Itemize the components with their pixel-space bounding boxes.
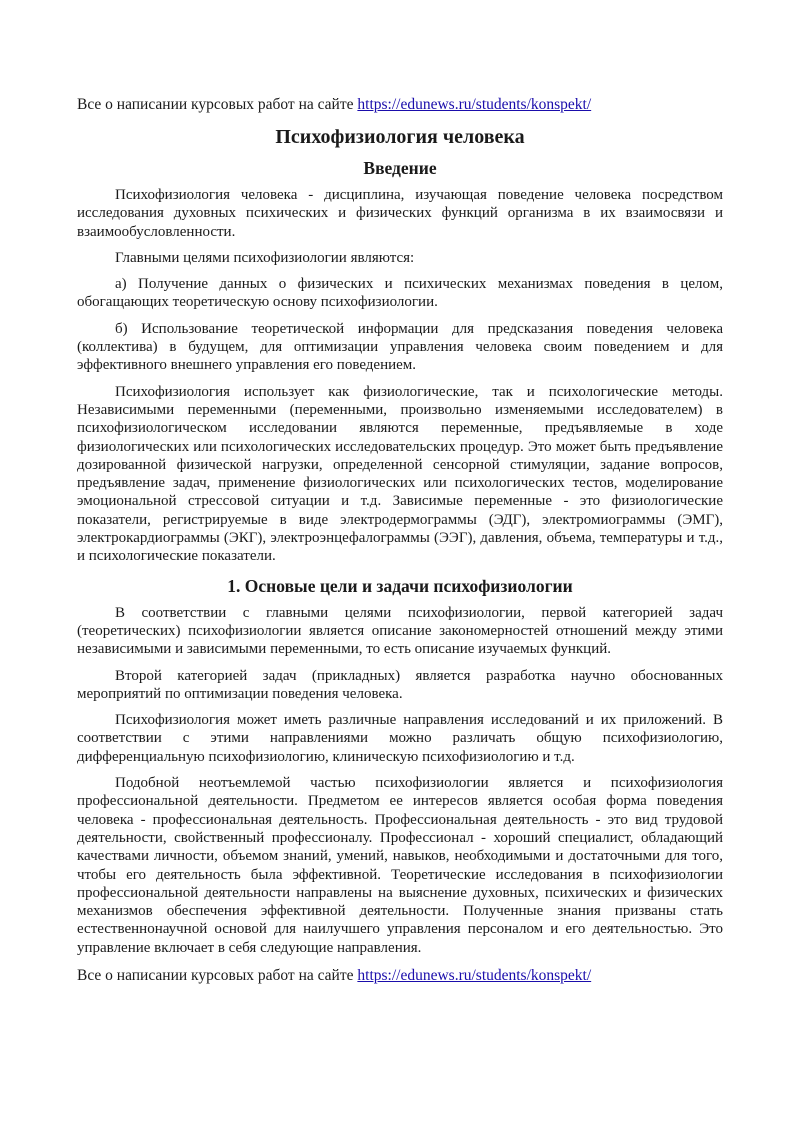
section-1-paragraph-4: Подобной неотъемлемой частью психофизиологии является и психофизиология профессиональной деятельности. Предметом ее интересов является особая форма поведения человека - профессиональная деятельность. Профессиональная деятельность - это вид трудовой деятельности, свойственный профессионалу. Профессионал - хороший специалист, обладающий качествами личности, объемом знаний, умений, навыков, необходимыми и достаточными для того, чтобы его деятельность была эффективной. Теоретические исследования в психофизиологии профессиональной деятельности направлены на выяснение духовных, психических и физических механизмов обеспечения эффективной деятельности. Полученные знания призваны стать естественнонаучной основой для наилучшего управления персоналом и его деятельностью. Это управление включает в себя следующие направления.	[77, 775, 723, 956]
intro-paragraph-1: Психофизиология человека - дисциплина, изучающая поведение человека посредством исследования духовных психических и физических функций организма в их взаимосвязи и взаимообусловленности.	[77, 187, 723, 240]
footer-promo-text: Все о написании курсовых работ на сайте	[77, 966, 358, 984]
section-1-paragraph-1: В соответствии с главными целями психофизиологии, первой категорией задач (теоретических) психофизиологии является описание закономерностей отношений между этими независимыми и зависимыми переменными, то есть описание изучаемых функций.	[77, 604, 723, 658]
document-page	[77, 94, 723, 987]
intro-heading: Введение	[363, 158, 437, 178]
section-1-heading: 1. Основые цели и задачи психофизиологии	[227, 575, 573, 596]
header-promo-text: Все о написании курсовых работ на сайте	[77, 96, 358, 113]
intro-paragraph-4: б) Использование теоретической информации для предсказания поведения человека (коллектива) в будущем, для оптимизации управления человека своим поведением и для эффективного внешнего управления его поведением.	[77, 320, 723, 374]
header-promo-line	[77, 94, 723, 116]
intro-paragraph-5: Психофизиология использует как физиологические, так и психологические методы. Независимыми переменными (переменными, произвольно изменяемыми исследователем) в психофизиологическом исследовании являются переменные, предъявляемые в ходе физиологических или психологических исследовательских процедур. Это может быть предъявление дозированной физической нагрузки, определенной сенсорной стимуляции, задание вопросов, предъявление задач, применение физиологических или психологических тестов, моделирование эмоциональной стрессовой ситуации и т.д. Зависимые переменные - это физиологические показатели, регистрируемые в виде электродермограммы (ЭДГ), электромиограммы (ЭМГ), электрокардиограммы (ЭКГ), электроэнцефалограммы (ЭЭГ), давления, объема, температуры и т.д., и психологические показатели.	[77, 383, 723, 565]
section-1-paragraph-3: Психофизиология может иметь различные направления исследований и их приложений. В соответствии с этими направлениями можно различать общую психофизиологию, дифференциальную психофизиологию, клиническую психофизиологию и т.д.	[77, 712, 723, 765]
intro-paragraph-2: Главными целями психофизиологии являются:	[115, 249, 415, 266]
intro-paragraph-3: а) Получение данных о физических и психических механизмах поведения в целом, обогащающих теоретическую основу психофизиологии.	[77, 276, 723, 311]
header-link[interactable]: https://edunews.ru/students/konspekt/	[357, 96, 592, 113]
footer-link[interactable]: https://edunews.ru/students/konspekt/	[357, 966, 592, 984]
document-title: Психофизиология человека	[275, 126, 525, 148]
footer-promo-line	[77, 965, 723, 987]
section-1-paragraph-2: Второй категорией задач (прикладных) является разработка научно обоснованных мероприятий по оптимизации поведения человека.	[77, 667, 723, 702]
